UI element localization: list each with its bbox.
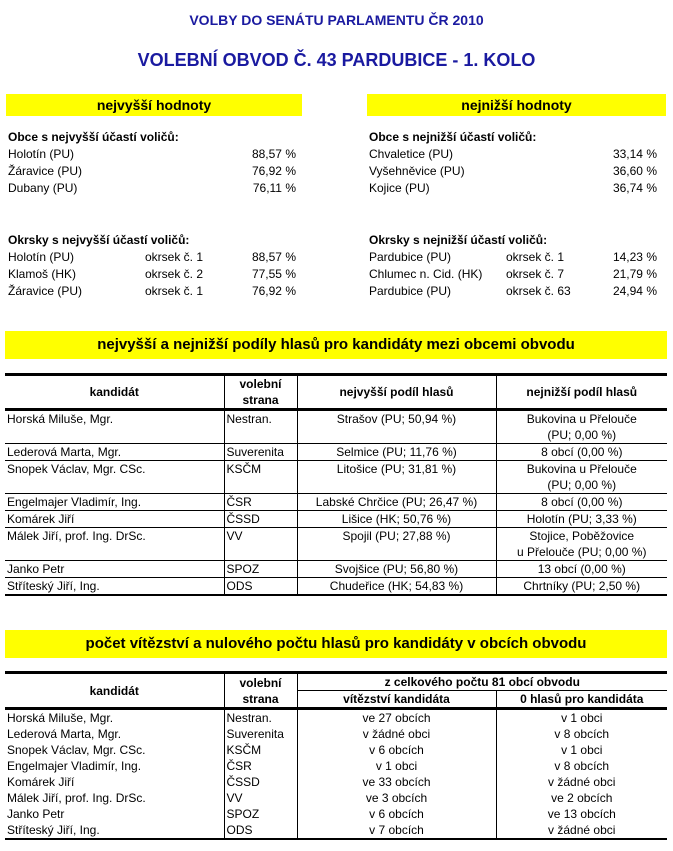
min-share-line1: 8 obcí (0,00 %) xyxy=(541,495,623,509)
wins-count: v 6 obcích xyxy=(297,742,496,758)
candidate-name: Lederová Marta, Mgr. xyxy=(5,726,224,742)
col-candidate: kandidát xyxy=(5,375,224,410)
min-share-line1: Bukovina u Přelouče xyxy=(526,412,637,426)
min-share-line2: u Přelouče (PU; 0,00 %) xyxy=(517,545,647,559)
candidate-name: Horská Miluše, Mgr. xyxy=(5,709,224,727)
col-party-line1: volební xyxy=(239,675,282,690)
col-max-share: nejvyšší podíl hlasů xyxy=(297,375,496,410)
candidate-name: Málek Jiří, prof. Ing. DrSc. xyxy=(5,528,224,561)
party-name: SPOZ xyxy=(224,561,297,578)
list-item xyxy=(8,180,308,197)
col-party xyxy=(224,375,297,410)
report-title: VOLBY DO SENÁTU PARLAMENTU ČR 2010 xyxy=(189,12,484,28)
candidate-name: Málek Jiří, prof. Ing. DrSc. xyxy=(5,790,224,806)
table-row xyxy=(5,774,667,790)
candidate-name: Engelmajer Vladimír, Ing. xyxy=(5,758,224,774)
candidate-name: Horská Miluše, Mgr. xyxy=(5,410,224,444)
candidate-name: Janko Petr xyxy=(5,561,224,578)
lowest-values-banner: nejnižší hodnoty xyxy=(367,94,666,116)
zero-votes-count: v 1 obci xyxy=(561,743,603,757)
turnout-value: 76,92 % xyxy=(251,284,296,298)
max-share: Labské Chrčice (PU; 26,47 %) xyxy=(297,494,496,511)
place-name: Pardubice (PU) xyxy=(369,284,452,298)
table-row xyxy=(5,726,667,742)
turnout-value: 36,60 % xyxy=(612,164,657,178)
place-name: Dubany (PU) xyxy=(8,181,78,195)
min-share-line1: Holotín (PU; 3,33 %) xyxy=(526,512,637,526)
table-row xyxy=(5,494,667,511)
max-share: Svojšice (PU; 56,80 %) xyxy=(297,561,496,578)
col-party-line2: strana xyxy=(242,393,279,407)
vote-shares-banner: nejvyšší a nejnižší podíly hlasů pro kandidáty mezi obcemi obvodu xyxy=(5,331,667,359)
lowest-municipalities xyxy=(369,129,669,197)
min-share xyxy=(496,528,667,561)
lowest-districts xyxy=(369,232,669,300)
place-name: Žáravice (PU) xyxy=(8,284,83,298)
district-number: okrsek č. 7 xyxy=(506,267,565,281)
party-name: KSČM xyxy=(224,461,297,494)
wins-count: v 1 obci xyxy=(297,758,496,774)
report-subtitle: VOLEBNÍ OBVOD Č. 43 PARDUBICE - 1. KOLO xyxy=(137,50,536,70)
list-item xyxy=(369,163,669,180)
col-party-line2: strana xyxy=(242,691,279,706)
list-item xyxy=(369,249,669,266)
party-name: ČSSD xyxy=(224,511,297,528)
wins-count: ve 3 obcích xyxy=(297,790,496,806)
table-row xyxy=(5,410,667,444)
party-name: SPOZ xyxy=(224,806,297,822)
party-name: VV xyxy=(224,790,297,806)
list-item xyxy=(8,146,308,163)
highest-districts xyxy=(8,232,308,300)
place-name: Klamoš (HK) xyxy=(8,267,77,281)
place-name: Žáravice (PU) xyxy=(8,164,83,178)
min-share xyxy=(496,461,667,494)
table-row xyxy=(5,528,667,561)
table-row xyxy=(5,758,667,774)
table-row xyxy=(5,444,667,461)
min-share xyxy=(496,410,667,444)
min-share xyxy=(496,561,667,578)
max-share: Selmice (PU; 11,76 %) xyxy=(297,444,496,461)
party-name: Suverenita xyxy=(224,444,297,461)
wins-count: v žádné obci xyxy=(297,726,496,742)
min-share-line1: 8 obcí (0,00 %) xyxy=(541,445,623,459)
candidate-name: Snopek Václav, Mgr. CSc. xyxy=(5,742,224,758)
table-row xyxy=(5,461,667,494)
list-item xyxy=(8,283,308,300)
zero-votes-count: v 8 obcích xyxy=(554,759,610,773)
party-name: KSČM xyxy=(224,742,297,758)
place-name: Chlumec n. Cid. (HK) xyxy=(369,267,483,281)
candidate-name: Stříteský Jiří, Ing. xyxy=(5,578,224,596)
party-name: Nestran. xyxy=(224,709,297,727)
table-row xyxy=(5,806,667,822)
col-min-share: nejnižší podíl hlasů xyxy=(526,385,638,399)
party-name: VV xyxy=(224,528,297,561)
highest-values-banner: nejvyšší hodnoty xyxy=(6,94,302,116)
col-party xyxy=(224,673,297,709)
turnout-value: 76,11 % xyxy=(252,181,296,195)
wins-table xyxy=(5,671,667,840)
table-row xyxy=(5,709,667,727)
min-share xyxy=(496,444,667,461)
district-number: okrsek č. 1 xyxy=(506,250,565,264)
party-name: ODS xyxy=(224,578,297,596)
highest-municipalities-heading: Obce s nejvyšší účastí voličů: xyxy=(8,130,179,144)
list-item xyxy=(369,283,669,300)
district-number: okrsek č. 1 xyxy=(145,284,204,298)
lowest-municipalities-heading: Obce s nejnižší účastí voličů: xyxy=(369,130,537,144)
col-wins: vítězství kandidáta xyxy=(297,691,496,709)
party-name: Nestran. xyxy=(224,410,297,444)
turnout-value: 88,57 % xyxy=(251,250,296,264)
list-item xyxy=(369,146,669,163)
wins-count: ve 33 obcích xyxy=(297,774,496,790)
place-name: Chvaletice (PU) xyxy=(369,147,454,161)
max-share: Spojil (PU; 27,88 %) xyxy=(297,528,496,561)
min-share-line1: Chrtníky (PU; 2,50 %) xyxy=(523,579,641,593)
min-share-line1: Stojice, Poběžovice xyxy=(529,529,635,543)
party-name: ČSR xyxy=(224,494,297,511)
zero-votes-count: v žádné obci xyxy=(548,823,616,837)
candidate-name: Komárek Jiří xyxy=(5,774,224,790)
candidate-name: Engelmajer Vladimír, Ing. xyxy=(5,494,224,511)
candidate-name: Stříteský Jiří, Ing. xyxy=(5,822,224,839)
lowest-districts-heading: Okrsky s nejnižší účastí voličů: xyxy=(369,233,548,247)
col-group-total: z celkového počtu 81 obcí obvodu xyxy=(297,673,667,691)
turnout-value: 33,14 % xyxy=(612,147,657,161)
list-item xyxy=(8,249,308,266)
candidate-name: Janko Petr xyxy=(5,806,224,822)
wins-count: ve 27 obcích xyxy=(297,709,496,727)
turnout-value: 21,79 % xyxy=(612,267,657,281)
min-share-line1: 13 obcí (0,00 %) xyxy=(537,562,626,576)
place-name: Pardubice (PU) xyxy=(369,250,452,264)
wins-count: v 7 obcích xyxy=(297,822,496,839)
table-row xyxy=(5,561,667,578)
zero-votes-count: ve 2 obcích xyxy=(551,791,613,805)
max-share: Strašov (PU; 50,94 %) xyxy=(297,410,496,444)
highest-municipalities xyxy=(8,129,308,197)
min-share-line2: (PU; 0,00 %) xyxy=(547,478,617,492)
min-share-line2: (PU; 0,00 %) xyxy=(547,428,617,442)
place-name: Kojice (PU) xyxy=(369,181,430,195)
candidate-name: Lederová Marta, Mgr. xyxy=(5,444,224,461)
vote-shares-table xyxy=(5,373,667,596)
list-item xyxy=(369,266,669,283)
table-row xyxy=(5,511,667,528)
zero-votes-count: v 8 obcích xyxy=(554,727,610,741)
min-share xyxy=(496,511,667,528)
table-row xyxy=(5,822,667,839)
turnout-value: 14,23 % xyxy=(612,250,657,264)
col-candidate: kandidát xyxy=(5,673,224,709)
max-share: Chudeřice (HK; 54,83 %) xyxy=(297,578,496,596)
table-row xyxy=(5,790,667,806)
place-name: Vyšehněvice (PU) xyxy=(369,164,465,178)
list-item xyxy=(369,180,669,197)
table-row xyxy=(5,742,667,758)
highest-districts-heading: Okrsky s nejvyšší účastí voličů: xyxy=(8,233,190,247)
candidate-name: Snopek Václav, Mgr. CSc. xyxy=(5,461,224,494)
min-share xyxy=(496,578,667,596)
turnout-value: 24,94 % xyxy=(612,284,657,298)
party-name: ČSSD xyxy=(224,774,297,790)
min-share-line1: Bukovina u Přelouče xyxy=(526,462,637,476)
wins-count: v 6 obcích xyxy=(297,806,496,822)
wins-banner: počet vítězství a nulového počtu hlasů pro kandidáty v obcích obvodu xyxy=(5,630,667,658)
district-number: okrsek č. 1 xyxy=(145,250,204,264)
col-zero-votes: 0 hlasů pro kandidáta xyxy=(520,692,644,706)
max-share: Litošice (PU; 31,81 %) xyxy=(297,461,496,494)
turnout-value: 76,92 % xyxy=(251,164,296,178)
turnout-value: 36,74 % xyxy=(612,181,657,195)
zero-votes-count: v 1 obci xyxy=(561,711,603,725)
place-name: Holotín (PU) xyxy=(8,250,75,264)
turnout-value: 88,57 % xyxy=(251,147,296,161)
party-name: ČSR xyxy=(224,758,297,774)
zero-votes-count: ve 13 obcích xyxy=(547,807,616,821)
district-number: okrsek č. 2 xyxy=(145,267,204,281)
col-party-line1: volební xyxy=(239,377,282,391)
place-name: Holotín (PU) xyxy=(8,147,75,161)
min-share xyxy=(496,494,667,511)
list-item xyxy=(8,163,308,180)
table-row xyxy=(5,578,667,596)
max-share: Lišice (HK; 50,76 %) xyxy=(297,511,496,528)
candidate-name: Komárek Jiří xyxy=(5,511,224,528)
list-item xyxy=(8,266,308,283)
zero-votes-count: v žádné obci xyxy=(548,775,616,789)
turnout-value: 77,55 % xyxy=(251,267,296,281)
party-name: Suverenita xyxy=(224,726,297,742)
party-name: ODS xyxy=(224,822,297,839)
district-number: okrsek č. 63 xyxy=(506,284,571,298)
